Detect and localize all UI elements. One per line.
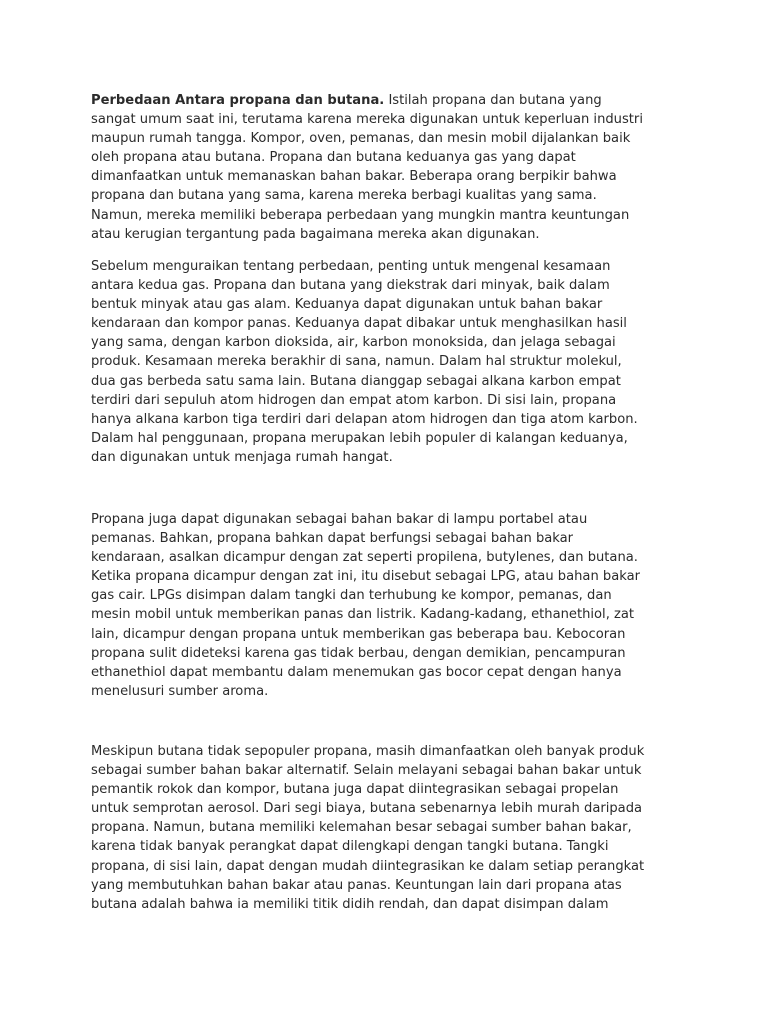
paragraph-line: karena tidak banyak perangkat dapat dilengkapi dengan tangki butana. Tangki: [91, 839, 609, 855]
paragraph-2: [91, 257, 681, 467]
paragraph-line: antara kedua gas. Propana dan butana yang diekstrak dari minyak, baik dalam: [91, 278, 610, 294]
paragraph-line: dan digunakan untuk menjaga rumah hangat.: [91, 449, 393, 465]
paragraph-line: hanya alkana karbon tiga terdiri dari delapan atom hidrogen dan tiga atom karbon.: [91, 411, 638, 427]
paragraph-line: propana dan butana yang sama, karena mereka berbagi kualitas yang sama.: [91, 188, 597, 204]
paragraph-line: sebagai sumber bahan bakar alternatif. Selain melayani sebagai bahan bakar untuk: [91, 763, 642, 779]
paragraph-line: untuk semprotan aerosol. Dari segi biaya, butana sebenarnya lebih murah daripada: [91, 801, 643, 817]
paragraph-line: bentuk minyak atau gas alam. Keduanya dapat digunakan untuk bahan bakar: [91, 297, 603, 313]
paragraph-line: oleh propana atau butana. Propana dan butana keduanya gas yang dapat: [91, 150, 576, 166]
paragraph-line: dua gas berbeda satu sama lain. Butana dianggap sebagai alkana karbon empat: [91, 373, 621, 389]
paragraph-line: propana sulit dideteksi karena gas tidak berbau, dengan demikian, pencampuran: [91, 645, 626, 661]
paragraph-line: Meskipun butana tidak sepopuler propana, masih dimanfaatkan oleh banyak produk: [91, 744, 645, 759]
paragraph-line: Namun, mereka memiliki beberapa perbedaan yang mungkin mantra keuntungan: [91, 207, 630, 223]
paragraph-line: terdiri dari sepuluh atom hidrogen dan empat atom karbon. Di sisi lain, propana: [91, 392, 617, 408]
paragraph-line: butana adalah bahwa ia memiliki titik didih rendah, dan dapat disimpan dalam: [91, 896, 609, 912]
document-heading: Perbedaan Antara propana dan butana.: [91, 93, 385, 108]
paragraph-line: Propana juga dapat digunakan sebagai bahan bakar di lampu portabel atau: [91, 512, 588, 527]
paragraph-4: [91, 742, 681, 914]
paragraph-line: produk. Kesamaan mereka berakhir di sana, namun. Dalam hal struktur molekul,: [91, 354, 622, 370]
paragraph-line: gas cair. LPGs disimpan dalam tangki dan terhubung ke kompor, pemanas, dan: [91, 588, 612, 604]
paragraph-3: [91, 510, 681, 701]
paragraph-line: mesin mobil untuk memberikan panas dan listrik. Kadang-kadang, ethanethiol, zat: [91, 607, 635, 623]
paragraph-line: propana. Namun, butana memiliki kelemahan besar sebagai sumber bahan bakar,: [91, 820, 632, 836]
paragraph-line: menelusuri sumber aroma.: [91, 683, 269, 699]
paragraph-line: pemantik rokok dan kompor, butana juga dapat diintegrasikan sebagai propelan: [91, 782, 619, 798]
paragraph-line: atau kerugian tergantung pada bagaimana mereka akan digunakan.: [91, 226, 540, 242]
paragraph-line: kendaraan dan kompor panas. Keduanya dapat dibakar untuk menghasilkan hasil: [91, 316, 627, 332]
paragraph-1: [91, 91, 681, 244]
paragraph-line: dimanfaatkan untuk memanaskan bahan bakar. Beberapa orang berpikir bahwa: [91, 169, 617, 185]
paragraph-line: [91, 91, 681, 110]
paragraph-text: Istilah propana dan butana yang: [384, 93, 602, 108]
paragraph-line: propana, di sisi lain, dapat dengan mudah diintegrasikan ke dalam setiap perangkat: [91, 858, 645, 874]
paragraph-line: ethanethiol dapat membantu dalam menemukan gas bocor cepat dengan hanya: [91, 664, 622, 680]
paragraph-line: Sebelum menguraikan tentang perbedaan, penting untuk mengenal kesamaan: [91, 259, 611, 274]
paragraph-line: maupun rumah tangga. Kompor, oven, pemanas, dan mesin mobil dijalankan baik: [91, 131, 631, 147]
paragraph-line: yang sama, dengan karbon dioksida, air, karbon monoksida, dan jelaga sebagai: [91, 335, 616, 351]
paragraph-line: Ketika propana dicampur dengan zat ini, itu disebut sebagai LPG, atau bahan bakar: [91, 569, 641, 585]
paragraph-line: lain, dicampur dengan propana untuk memberikan gas beberapa bau. Kebocoran: [91, 626, 626, 642]
paragraph-line: sangat umum saat ini, terutama karena mereka digunakan untuk keperluan industri: [91, 112, 643, 128]
paragraph-line: Dalam hal penggunaan, propana merupakan lebih populer di kalangan keduanya,: [91, 430, 628, 446]
paragraph-line: yang membutuhkan bahan bakar atau panas. Keuntungan lain dari propana atas: [91, 877, 622, 893]
paragraph-line: kendaraan, asalkan dicampur dengan zat seperti propilena, butylenes, dan butana.: [91, 550, 638, 566]
paragraph-line: pemanas. Bahkan, propana bahkan dapat berfungsi sebagai bahan bakar: [91, 531, 574, 547]
